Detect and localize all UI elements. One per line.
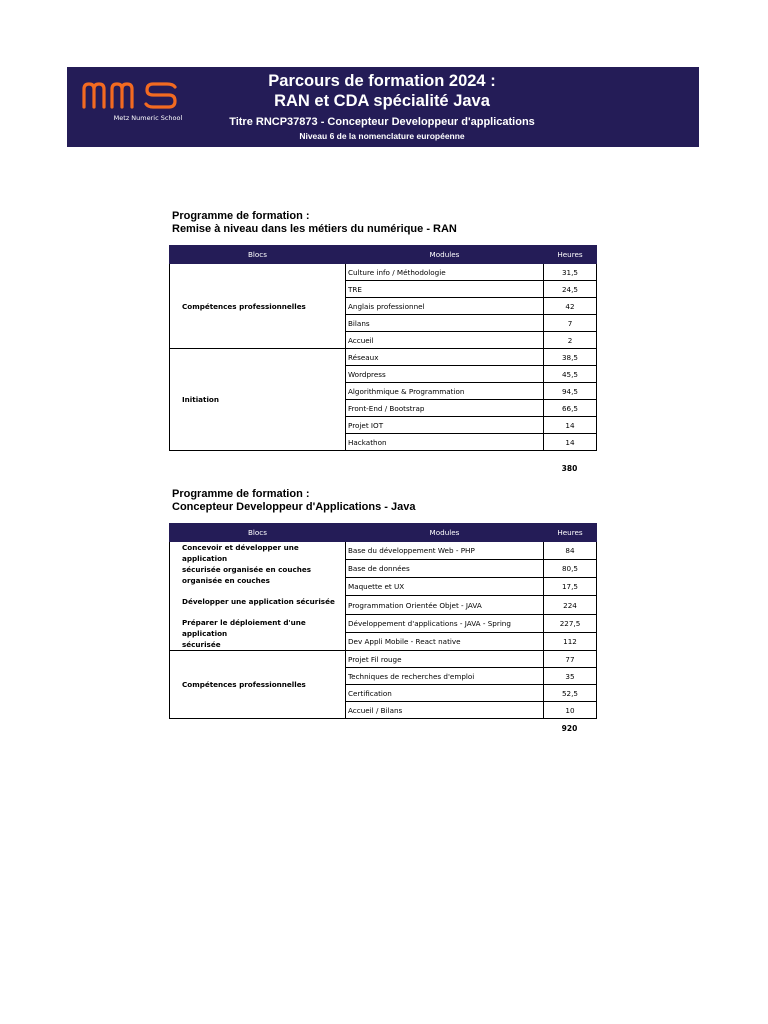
table-row bbox=[170, 542, 597, 560]
bloc-line: sécurisée bbox=[182, 640, 221, 649]
module-cell: Anglais professionnel bbox=[346, 298, 544, 315]
table-row bbox=[170, 349, 597, 366]
cda-title-line2: Concepteur Developpeur d'Applications - Java bbox=[172, 501, 416, 513]
hours-cell: 227,5 bbox=[544, 614, 597, 632]
module-cell: Techniques de recherches d'emploi bbox=[346, 668, 544, 685]
hours-cell: 2 bbox=[544, 332, 597, 349]
module-cell: Wordpress bbox=[346, 366, 544, 383]
bloc-cell bbox=[170, 542, 346, 651]
ran-total-hours: 380 bbox=[561, 464, 578, 473]
module-cell: Dev Appli Mobile - React native bbox=[346, 632, 544, 650]
ran-title-line2: Remise à niveau dans les métiers du numérique - RAN bbox=[172, 223, 457, 235]
table-row bbox=[170, 264, 597, 281]
bloc-cell: Compétences professionnelles bbox=[170, 264, 346, 349]
hours-cell: 112 bbox=[544, 632, 597, 650]
bloc-line: organisée en couches bbox=[182, 576, 270, 585]
hours-cell: 77 bbox=[544, 651, 597, 668]
hours-cell: 94,5 bbox=[544, 383, 597, 400]
level-subtitle: Niveau 6 de la nomenclature européenne bbox=[299, 131, 465, 141]
page-title-line2: RAN et CDA spécialité Java bbox=[274, 92, 490, 110]
mns-logo-icon bbox=[81, 79, 181, 111]
column-header-heures: Heures bbox=[544, 246, 597, 264]
hours-cell: 38,5 bbox=[544, 349, 597, 366]
header-banner bbox=[67, 67, 699, 147]
hours-cell: 45,5 bbox=[544, 366, 597, 383]
module-cell: Projet Fil rouge bbox=[346, 651, 544, 668]
ran-table bbox=[169, 245, 597, 451]
logo-subtitle: Metz Numeric School bbox=[113, 114, 183, 122]
module-cell: Réseaux bbox=[346, 349, 544, 366]
hours-cell: 84 bbox=[544, 542, 597, 560]
page-title-line1: Parcours de formation 2024 : bbox=[268, 72, 496, 90]
hours-cell: 52,5 bbox=[544, 685, 597, 702]
cda-title-line1: Programme de formation : bbox=[172, 488, 310, 500]
module-cell: Algorithmique & Programmation bbox=[346, 383, 544, 400]
bloc-line: Préparer le déploiement d'une application bbox=[182, 618, 306, 638]
module-cell: Projet IOT bbox=[346, 417, 544, 434]
module-cell: Base de données bbox=[346, 560, 544, 578]
bloc-spacer bbox=[182, 607, 343, 617]
hours-cell: 31,5 bbox=[544, 264, 597, 281]
module-cell: Accueil bbox=[346, 332, 544, 349]
hours-cell: 10 bbox=[544, 702, 597, 719]
module-cell: Maquette et UX bbox=[346, 578, 544, 596]
bloc-cell: Compétences professionnelles bbox=[170, 651, 346, 719]
table-row bbox=[170, 651, 597, 668]
hours-cell: 24,5 bbox=[544, 281, 597, 298]
hours-cell: 224 bbox=[544, 596, 597, 614]
column-header-modules: Modules bbox=[346, 246, 544, 264]
bloc-line: Concevoir et développer une application bbox=[182, 543, 299, 563]
mns-logo bbox=[81, 79, 191, 129]
table-header-row bbox=[170, 524, 597, 542]
bloc-line: sécurisée organisée en couches bbox=[182, 565, 311, 574]
table-header-row bbox=[170, 246, 597, 264]
hours-cell: 42 bbox=[544, 298, 597, 315]
hours-cell: 66,5 bbox=[544, 400, 597, 417]
hours-cell: 17,5 bbox=[544, 578, 597, 596]
hours-cell: 7 bbox=[544, 315, 597, 332]
module-cell: Accueil / Bilans bbox=[346, 702, 544, 719]
module-cell: TRE bbox=[346, 281, 544, 298]
bloc-cell: Initiation bbox=[170, 349, 346, 451]
hours-cell: 14 bbox=[544, 434, 597, 451]
hours-cell: 14 bbox=[544, 417, 597, 434]
bloc-line: Développer une application sécurisée bbox=[182, 597, 335, 606]
column-header-modules: Modules bbox=[346, 524, 544, 542]
module-cell: Développement d'applications - JAVA - Spring bbox=[346, 614, 544, 632]
column-header-blocs: Blocs bbox=[170, 246, 346, 264]
cda-table bbox=[169, 523, 597, 719]
column-header-heures: Heures bbox=[544, 524, 597, 542]
module-cell: Certification bbox=[346, 685, 544, 702]
rncp-subtitle: Titre RNCP37873 - Concepteur Developpeur d'applications bbox=[229, 116, 535, 128]
hours-cell: 80,5 bbox=[544, 560, 597, 578]
hours-cell: 35 bbox=[544, 668, 597, 685]
module-cell: Hackathon bbox=[346, 434, 544, 451]
module-cell: Culture info / Méthodologie bbox=[346, 264, 544, 281]
column-header-blocs: Blocs bbox=[170, 524, 346, 542]
module-cell: Programmation Orientée Objet - JAVA bbox=[346, 596, 544, 614]
bloc-spacer bbox=[182, 586, 343, 596]
module-cell: Base du développement Web - PHP bbox=[346, 542, 544, 560]
module-cell: Front-End / Bootstrap bbox=[346, 400, 544, 417]
module-cell: Bilans bbox=[346, 315, 544, 332]
ran-title-line1: Programme de formation : bbox=[172, 210, 310, 222]
cda-total-hours: 920 bbox=[561, 724, 578, 733]
